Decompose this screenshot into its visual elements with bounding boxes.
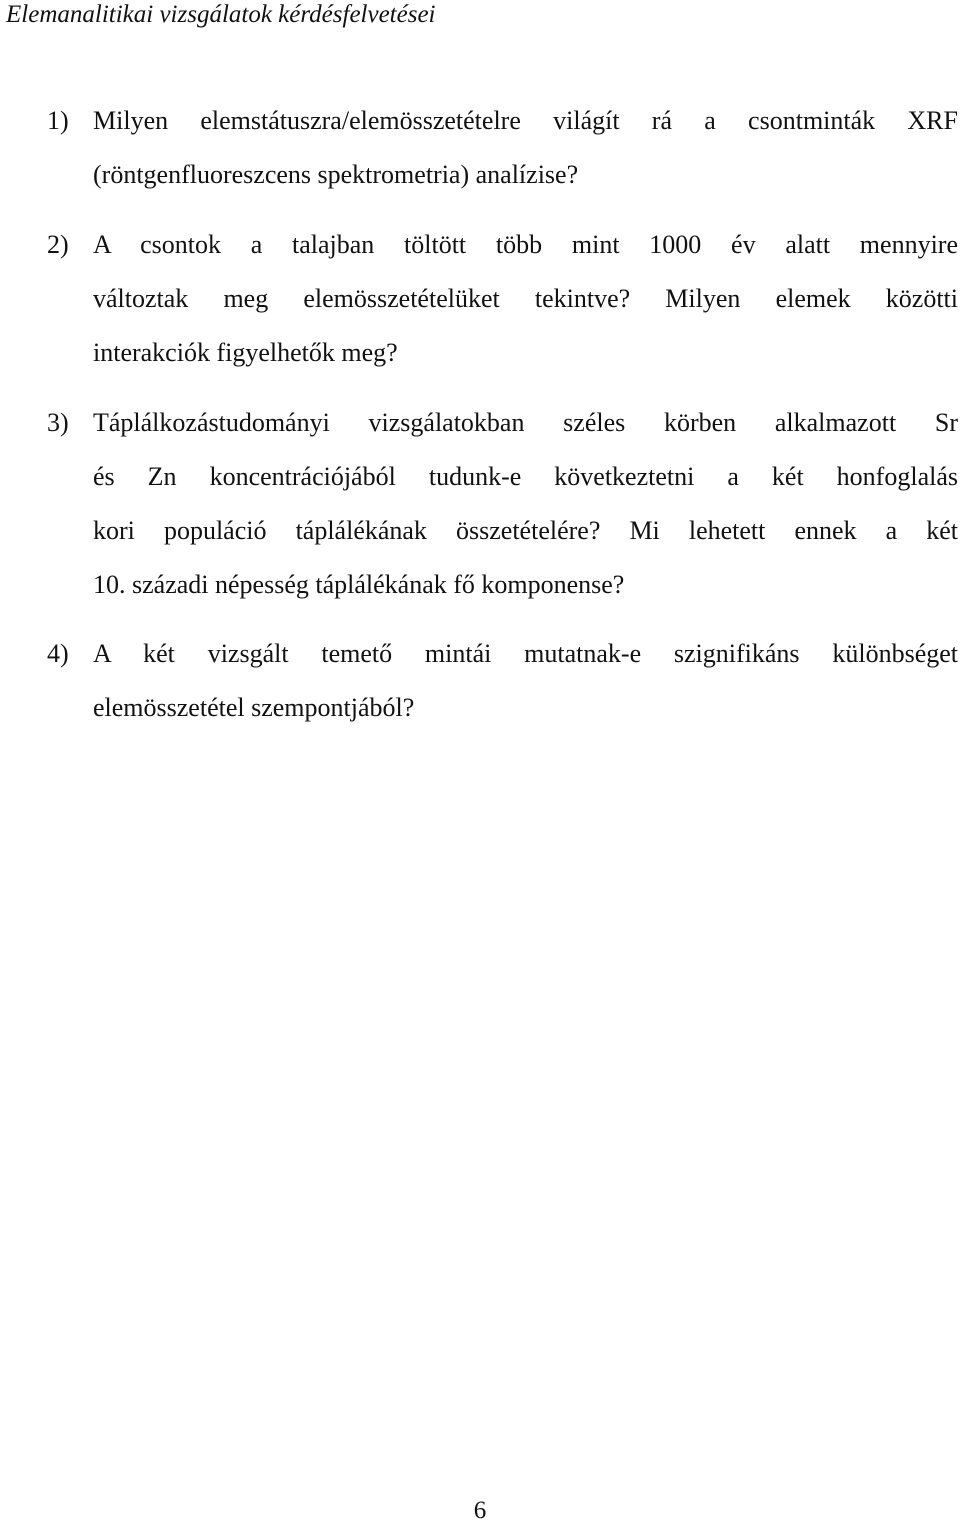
question-number: 1) bbox=[47, 106, 69, 135]
question-text bbox=[93, 94, 958, 202]
question-line: Milyen elemstátuszra/elemösszetételre világít rá a csontminták XRF bbox=[93, 106, 958, 135]
question-text bbox=[93, 218, 958, 380]
question-line: és Zn koncentrációjából tudunk-e következtetni a két honfoglalás bbox=[93, 462, 958, 491]
question-line: 10. századi népesség táplálékának fő komponense? bbox=[93, 570, 625, 599]
page-number: 6 bbox=[473, 1497, 487, 1524]
question-line: interakciók figyelhetők meg? bbox=[93, 338, 398, 367]
question-number: 2) bbox=[47, 230, 69, 259]
question-number: 4) bbox=[47, 639, 69, 668]
question-line: elemösszetétel szempontjából? bbox=[93, 693, 415, 722]
question-line: változtak meg elemösszetételüket tekintve? Milyen elemek közötti bbox=[93, 284, 958, 313]
question-line: A csontok a talajban töltött több mint 1000 év alatt mennyire bbox=[93, 230, 958, 259]
question-text bbox=[93, 627, 958, 735]
question-line: Táplálkozástudományi vizsgálatokban széles körben alkalmazott Sr bbox=[93, 408, 958, 437]
page-heading: Elemanalitikai vizsgálatok kérdésfelvetései bbox=[6, 1, 436, 28]
question-line: A két vizsgált temető mintái mutatnak-e szignifikáns különbséget bbox=[93, 639, 958, 668]
question-line: (röntgenfluoreszcens spektrometria) analízise? bbox=[93, 160, 579, 189]
question-text bbox=[93, 396, 958, 612]
question-number: 3) bbox=[47, 408, 69, 437]
question-line: kori populáció táplálékának összetételére? Mi lehetett ennek a két bbox=[93, 516, 958, 545]
